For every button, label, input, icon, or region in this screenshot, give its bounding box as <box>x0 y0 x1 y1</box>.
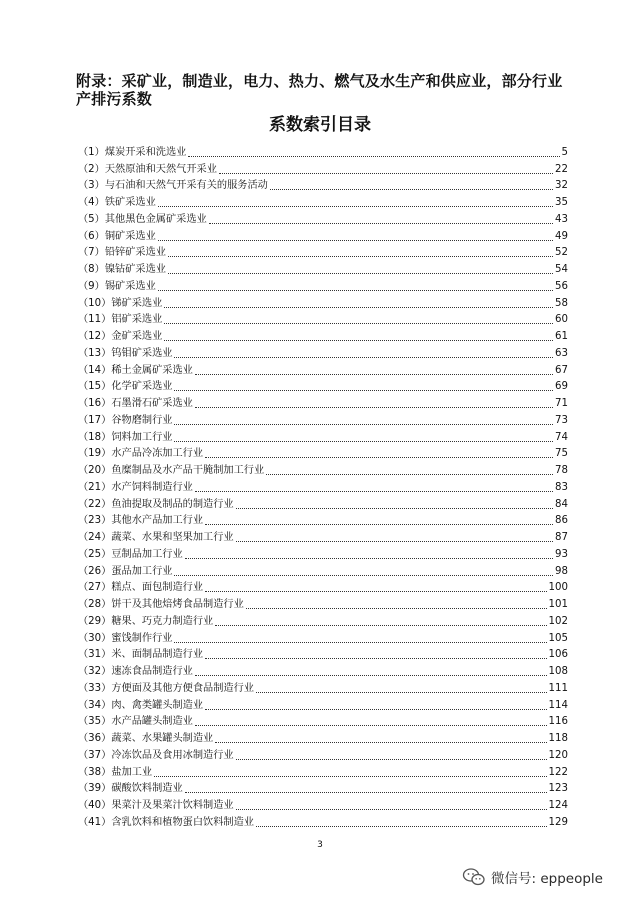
toc-entry <box>78 177 568 194</box>
toc-entry-page: 100 <box>548 582 568 594</box>
toc-entry-label: （8）镍钴矿采选业 <box>78 264 166 275</box>
toc-leader-dots <box>246 608 547 609</box>
toc-entry <box>78 210 568 227</box>
toc-entry-label: （30）蜜饯制作行业 <box>78 632 173 644</box>
toc-leader-dots <box>256 826 547 827</box>
toc-entry-page: 122 <box>548 766 568 778</box>
toc-entry-label: （25）豆制品加工行业 <box>78 548 183 560</box>
toc-entry <box>78 344 568 361</box>
toc-entry-label: （4）铁矿采选业 <box>78 197 156 208</box>
toc-entry <box>78 512 568 529</box>
toc-entry <box>78 311 568 328</box>
toc-entry-label: （20）鱼糜制品及水产品干腌制加工行业 <box>78 465 265 476</box>
toc-entry <box>78 428 568 445</box>
toc-entry <box>78 729 568 746</box>
toc-entry <box>78 746 568 763</box>
toc-entry <box>78 277 568 294</box>
toc-entry <box>78 696 568 713</box>
toc-entry <box>78 361 568 378</box>
toc-entry <box>78 612 568 629</box>
toc-leader-dots <box>174 441 553 442</box>
toc-entry-label: （36）蔬菜、水果罐头制造业 <box>78 733 214 744</box>
toc-entry-page: 114 <box>548 699 568 711</box>
toc-entry <box>78 679 568 696</box>
toc-entry-page: 49 <box>555 230 568 242</box>
toc-entry-label: （5）其他黑色金属矿采选业 <box>78 213 207 225</box>
toc-entry-page: 87 <box>555 532 568 543</box>
toc-entry-label: （29）糖果、巧克力制造行业 <box>78 615 214 627</box>
page-number: 3 <box>317 840 323 850</box>
toc-entry-page: 71 <box>555 398 568 409</box>
toc-entry <box>78 629 568 646</box>
toc-entry <box>78 796 568 813</box>
toc-leader-dots <box>158 206 553 207</box>
toc-leader-dots <box>205 658 547 659</box>
toc-entry-label: （26）蛋品加工行业 <box>78 565 173 577</box>
toc-entry <box>78 780 568 797</box>
toc-leader-dots <box>209 223 553 224</box>
toc-entry-label: （15）化学矿采选业 <box>78 381 173 393</box>
toc-entry-page: 98 <box>555 565 568 577</box>
toc-entry-label: （41）含乳饮料和植物蛋白饮料制造业 <box>78 816 254 828</box>
toc-entry-page: 60 <box>555 314 568 326</box>
toc-leader-dots <box>164 340 553 341</box>
toc-leader-dots <box>168 256 553 257</box>
toc-entry-label: （9）锡矿采选业 <box>78 280 156 292</box>
toc-entry-page: 73 <box>555 414 568 426</box>
toc-title: 系数索引目录 <box>269 115 371 135</box>
toc-entry-page: 83 <box>555 481 568 493</box>
toc-entry-page: 124 <box>548 800 568 811</box>
toc-entry-label: （12）金矿采选业 <box>78 331 163 342</box>
toc-leader-dots <box>215 625 546 626</box>
toc-leader-dots <box>168 273 553 274</box>
toc-leader-dots <box>236 541 553 542</box>
toc-leader-dots <box>205 709 547 710</box>
toc-entry-page: 56 <box>555 280 568 292</box>
toc-entry <box>78 394 568 411</box>
toc-entry-label: （13）钨钼矿采选业 <box>78 347 173 359</box>
toc-leader-dots <box>219 173 553 174</box>
toc-entry-page: 93 <box>555 548 568 560</box>
toc-entry-label: （10）锑矿采选业 <box>78 297 163 309</box>
toc-entry-page: 123 <box>548 783 568 795</box>
toc-leader-dots <box>174 390 553 391</box>
toc-entry-label: （7）铅锌矿采选业 <box>78 247 166 259</box>
toc-entry <box>78 143 568 160</box>
toc-leader-dots <box>174 575 553 576</box>
toc-entry-label: （32）速冻食品制造行业 <box>78 666 193 677</box>
toc-entry <box>78 193 568 210</box>
toc-leader-dots <box>256 692 547 693</box>
watermark-text: 微信号: eppeople <box>491 871 603 887</box>
toc-leader-dots <box>158 240 553 241</box>
toc-entry <box>78 528 568 545</box>
toc-entry-page: 116 <box>548 716 568 728</box>
toc-leader-dots <box>195 491 553 492</box>
toc-leader-dots <box>174 424 553 425</box>
toc-leader-dots <box>185 558 553 559</box>
toc-entry <box>78 562 568 579</box>
toc-entry <box>78 579 568 596</box>
toc-leader-dots <box>164 307 553 308</box>
toc-leader-dots <box>205 591 547 592</box>
toc-leader-dots <box>195 675 547 676</box>
toc-leader-dots <box>236 508 553 509</box>
toc-entry-label: （6）铜矿采选业 <box>78 230 156 242</box>
toc-entry-page: 74 <box>555 431 568 443</box>
toc-leader-dots <box>205 524 553 525</box>
toc-entry-label: （22）鱼油提取及制品的制造行业 <box>78 498 234 510</box>
toc-entry-page: 22 <box>555 163 568 175</box>
toc-list <box>78 143 568 830</box>
toc-entry-page: 67 <box>555 364 568 376</box>
toc-entry <box>78 646 568 663</box>
toc-entry-label: （24）蔬菜、水果和坚果加工行业 <box>78 532 234 543</box>
toc-entry <box>78 763 568 780</box>
toc-entry-label: （35）水产品罐头制造业 <box>78 716 193 728</box>
toc-entry-label: （11）铝矿采选业 <box>78 314 163 326</box>
toc-entry-label: （39）碳酸饮料制造业 <box>78 783 183 795</box>
toc-entry-page: 111 <box>548 682 568 694</box>
toc-entry-page: 63 <box>555 347 568 359</box>
toc-leader-dots <box>185 792 547 793</box>
toc-entry <box>78 244 568 261</box>
toc-leader-dots <box>236 759 547 760</box>
wechat-watermark <box>462 866 603 888</box>
toc-entry-page: 54 <box>555 264 568 275</box>
toc-entry-page: 43 <box>555 213 568 225</box>
toc-entry-page: 105 <box>548 632 568 644</box>
toc-entry <box>78 595 568 612</box>
toc-entry-page: 86 <box>555 515 568 527</box>
toc-entry-page: 129 <box>548 816 568 828</box>
toc-entry-page: 75 <box>555 448 568 460</box>
toc-entry <box>78 445 568 462</box>
toc-leader-dots <box>158 290 553 291</box>
wechat-icon <box>462 867 486 887</box>
toc-entry <box>78 495 568 512</box>
toc-entry-page: 5 <box>561 146 568 158</box>
toc-entry-label: （40）果菜汁及果菜汁饮料制造业 <box>78 800 234 811</box>
toc-leader-dots <box>195 725 547 726</box>
toc-entry <box>78 160 568 177</box>
toc-entry-page: 106 <box>548 649 568 661</box>
toc-entry-label: （38）盐加工业 <box>78 766 153 778</box>
toc-entry-label: （2）天然原油和天然气开采业 <box>78 163 217 175</box>
toc-entry-label: （14）稀土金属矿采选业 <box>78 364 193 376</box>
toc-leader-dots <box>154 776 546 777</box>
toc-entry-label: （17）谷物磨制行业 <box>78 414 173 426</box>
toc-leader-dots <box>195 407 553 408</box>
toc-entry-page: 118 <box>548 733 568 744</box>
toc-leader-dots <box>270 189 553 190</box>
toc-entry-page: 84 <box>555 498 568 510</box>
toc-entry <box>78 411 568 428</box>
toc-leader-dots <box>174 642 546 643</box>
toc-entry <box>78 461 568 478</box>
toc-entry-page: 120 <box>548 749 568 761</box>
toc-entry-label: （3）与石油和天然气开采有关的服务活动 <box>78 180 268 192</box>
toc-entry-label: （27）糕点、面包制造行业 <box>78 582 204 594</box>
toc-leader-dots <box>188 156 559 157</box>
toc-leader-dots <box>215 742 546 743</box>
toc-entry-page: 32 <box>555 180 568 192</box>
toc-leader-dots <box>236 809 547 810</box>
toc-entry-label: （28）饼干及其他焙烤食品制造行业 <box>78 599 244 610</box>
toc-entry-label: （33）方便面及其他方便食品制造行业 <box>78 682 254 694</box>
toc-entry <box>78 260 568 277</box>
toc-entry-label: （1）煤炭开采和洗选业 <box>78 146 187 158</box>
toc-leader-dots <box>266 474 553 475</box>
toc-leader-dots <box>174 357 553 358</box>
toc-entry-label: （19）水产品冷冻加工行业 <box>78 448 204 460</box>
toc-entry-label: （37）冷冻饮品及食用冰制造行业 <box>78 749 234 761</box>
toc-entry <box>78 478 568 495</box>
toc-entry <box>78 662 568 679</box>
appendix-heading: 附录：采矿业，制造业，电力、热力、燃气及水生产和供应业，部分行业产排污系数 <box>76 72 563 108</box>
toc-entry-page: 101 <box>548 599 568 610</box>
toc-entry-page: 58 <box>555 297 568 309</box>
toc-entry-label: （16）石墨滑石矿采选业 <box>78 398 193 409</box>
toc-entry-page: 102 <box>548 615 568 627</box>
toc-entry-label: （23）其他水产品加工行业 <box>78 515 204 527</box>
toc-entry-label: （34）肉、禽类罐头制造业 <box>78 699 204 711</box>
toc-entry-page: 35 <box>555 197 568 208</box>
toc-entry <box>78 327 568 344</box>
toc-entry <box>78 378 568 395</box>
toc-entry <box>78 813 568 830</box>
toc-entry-page: 78 <box>555 465 568 476</box>
toc-entry-label: （18）饲料加工行业 <box>78 431 173 443</box>
toc-entry <box>78 294 568 311</box>
toc-entry <box>78 545 568 562</box>
toc-entry-page: 61 <box>555 331 568 342</box>
toc-leader-dots <box>195 374 553 375</box>
toc-entry-page: 69 <box>555 381 568 393</box>
toc-entry-page: 108 <box>548 666 568 677</box>
toc-entry <box>78 713 568 730</box>
toc-entry <box>78 227 568 244</box>
toc-leader-dots <box>164 323 553 324</box>
toc-leader-dots <box>205 457 553 458</box>
toc-entry-label: （31）米、面制品制造行业 <box>78 649 204 661</box>
toc-entry-label: （21）水产饲料制造行业 <box>78 481 193 493</box>
toc-entry-page: 52 <box>555 247 568 259</box>
